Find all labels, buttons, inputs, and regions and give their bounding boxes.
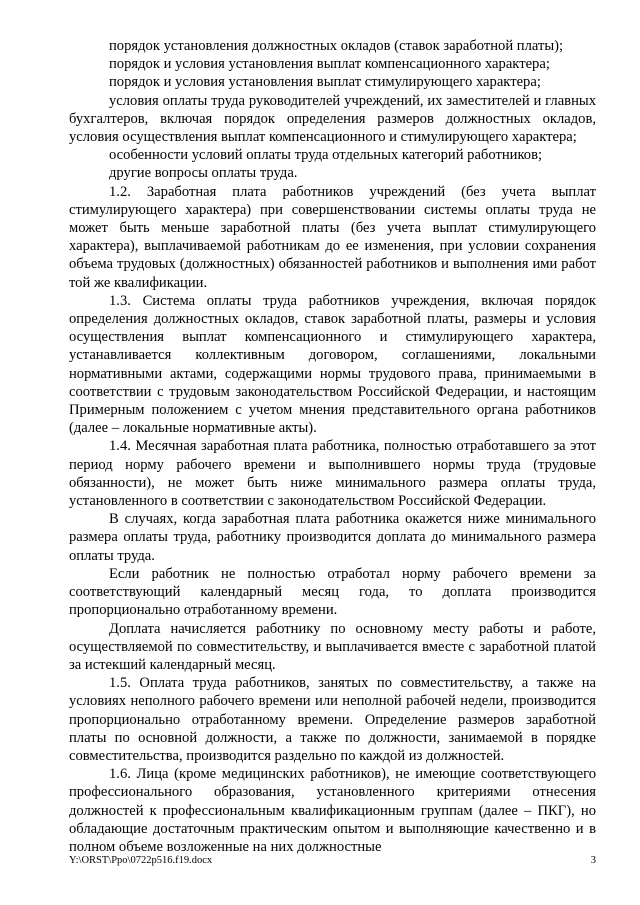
paragraph: 1.3. Система оплаты труда работников учреждения, включая порядок определения должностных окладов, ставок заработной платы, размеры и условия осуществления выплат компенсационного и стимулирующего характера, устанавливается коллективным договором, соглашениями, локальными нормативными актами, содержащими нормы трудового права, принимаемыми в соответствии с трудовым законодательством Российской Федерации, и настоящим Примерным положением с учетом мнения представительного органа работников (далее – локальные нормативные акты). xyxy=(69,292,596,437)
footer-file-path: Y:\ORST\Ppo\0722p516.f19.docx xyxy=(69,855,213,866)
paragraph: особенности условий оплаты труда отдельных категорий работников; xyxy=(109,147,543,164)
page-number: 3 xyxy=(590,855,596,866)
paragraph: 1.2. Заработная плата работников учреждений (без учета выплат стимулирующего характера) при совершенствовании системы оплаты труда не может быть меньше заработной платы (без учета выплат стимулирующего характера), выплачиваемой работникам до ее изменения, при условии сохранения объема трудовых (должностных) обязанностей работников и выполнения ими работ той же квалификации. xyxy=(69,183,596,291)
document-body xyxy=(69,37,596,856)
paragraph: Доплата начисляется работнику по основному месту работы и работе, осуществляемой по совместительству, и выплачивается вместе с заработной платой за истекший календарный месяц. xyxy=(69,620,596,673)
paragraph: порядок и условия установления выплат стимулирующего характера; xyxy=(109,74,541,91)
paragraph: условия оплаты труда руководителей учреждений, их заместителей и главных бухгалтеров, включая порядок определения размеров должностных окладов, условия осуществления выплат компенсационного и стимулирующего характера; xyxy=(69,92,596,146)
paragraph: В случаях, когда заработная плата работника окажется ниже минимального размера оплаты труда, работнику производится доплата до минимального размера оплаты труда. xyxy=(69,511,596,564)
paragraph: 1.4. Месячная заработная плата работника, полностью отработавшего за этот период норму рабочего времени и выполнившего нормы труда (трудовые обязанности), не может быть ниже минимального размера оплаты труда, установленного в соответствии с законодательством Российской Федерации. xyxy=(69,438,596,510)
paragraph: Если работник не полностью отработал норму рабочего времени за соответствующий календарный месяц года, то доплата производится пропорционально отработанному времени. xyxy=(69,565,596,619)
paragraph: 1.5. Оплата труда работников, занятых по совместительству, а также на условиях неполного рабочего времени или неполной рабочей недели, производится пропорционально отработанному времени. Определение размеров заработной платы по основной должности, а также по должности, занимаемой в порядке совместительства, производится раздельно по каждой из должностей. xyxy=(69,675,596,764)
paragraph: порядок и условия установления выплат компенсационного характера; xyxy=(109,56,550,73)
paragraph: 1.6. Лица (кроме медицинских работников), не имеющие соответствующего профессионального образования, установленного критериями отнесения должностей к профессиональным квалификационным группам (далее – ПКГ), но обладающие достаточным практическим опытом и выполняющие качественно и в полном объеме возложенные на них должностные xyxy=(69,766,596,855)
paragraph: порядок установления должностных окладов (ставок заработной платы); xyxy=(109,38,564,54)
paragraph: другие вопросы оплаты труда. xyxy=(109,165,298,182)
